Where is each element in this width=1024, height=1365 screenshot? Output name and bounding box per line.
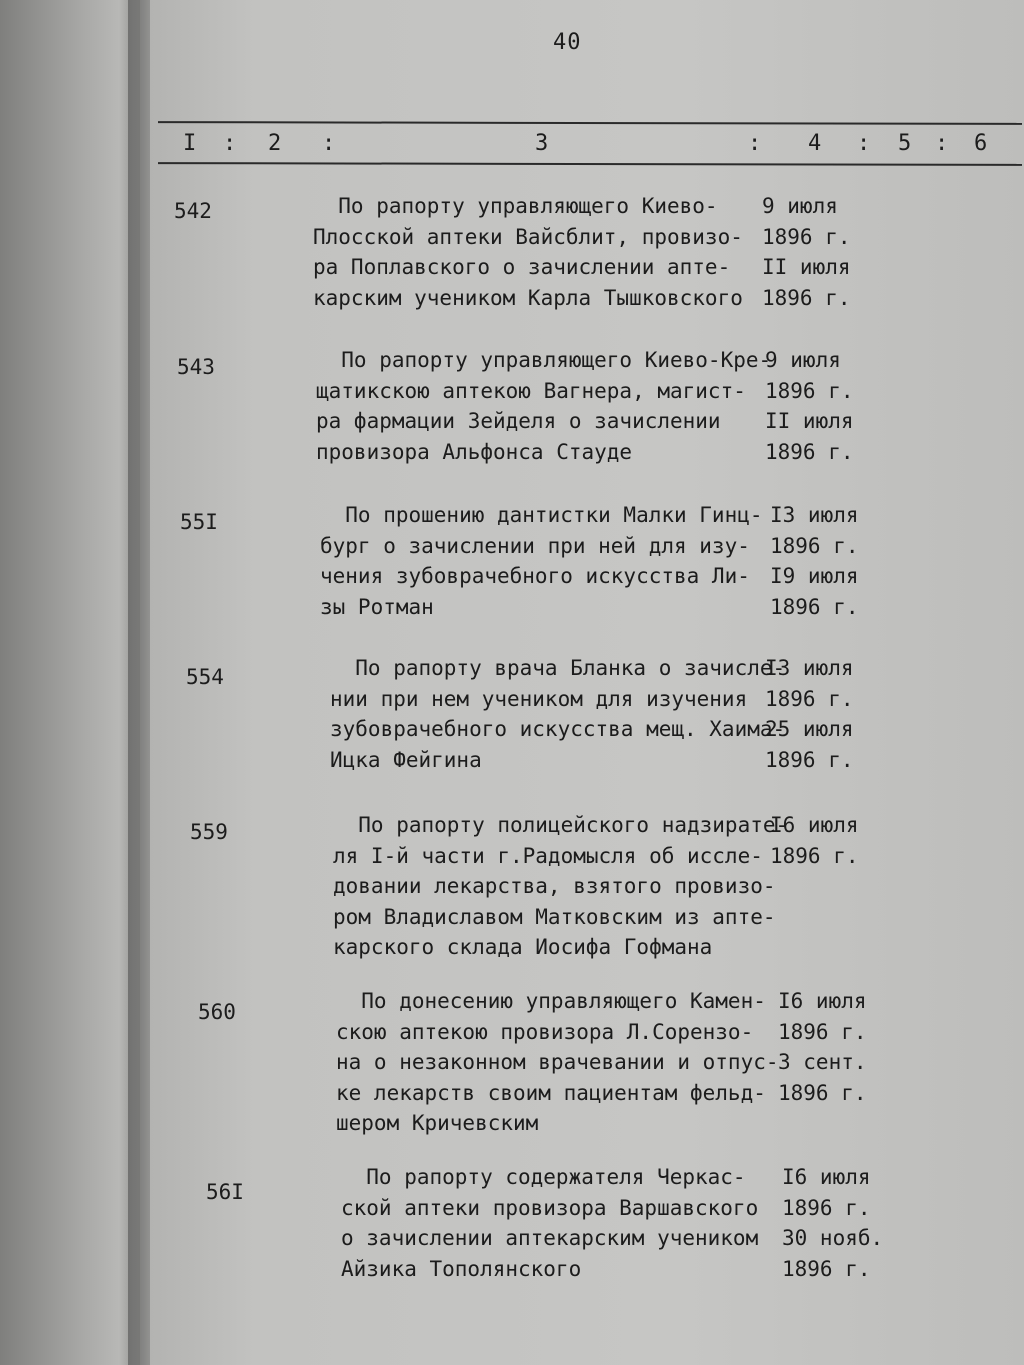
- column-header-1: I: [183, 131, 197, 156]
- entry-description: По прошению дантистки Малки Гинц- бург о зачислении при ней для изу- чения зубоврачебного искусства Ли- зы Ротман: [320, 503, 763, 619]
- entry-description: По рапорту содержателя Черкас- ской аптеки провизора Варшавского о зачислении аптекарским учеником Айзика Тополянского: [341, 1165, 759, 1281]
- column-header-3: 3: [535, 131, 549, 156]
- column-header-separator: :: [748, 131, 762, 156]
- entry-description: По рапорту врача Бланка о зачисле- нии при нем учеником для изучения зубоврачебного искусства мещ. Хаима- Ицка Фейгина: [330, 656, 786, 772]
- entry-description: По рапорту полицейского надзирате- ля I-й части г.Радомысля об иссле- довании лекарства, взятого провизо- ром Владиславом Матковским из апте- карского склада Иосифа Гофмана: [333, 813, 789, 959]
- entry-dates: 9 июля 1896 г. II июля 1896 г.: [765, 348, 854, 464]
- column-header-separator: :: [857, 131, 871, 156]
- facing-page: [0, 0, 140, 1365]
- entry-number: 542: [174, 199, 212, 223]
- entry-number: 554: [186, 665, 224, 689]
- entry-number: 543: [177, 355, 215, 379]
- column-header-2: 2: [268, 131, 282, 156]
- page-number: 40: [553, 30, 582, 55]
- column-header-separator: :: [322, 131, 336, 156]
- entry-dates: I6 июля 1896 г. 30 нояб. 1896 г.: [782, 1165, 884, 1281]
- column-header-separator: :: [223, 131, 237, 156]
- entry-number: 55I: [180, 510, 218, 534]
- entry-description: По донесению управляющего Камен- скою аптекою провизора Л.Сорензо- на о незаконном врачевании и отпус- ке лекарств своим пациентам фельд- шером Кричевским: [336, 989, 779, 1135]
- entry-dates: 9 июля 1896 г. II июля 1896 г.: [762, 194, 851, 310]
- column-header-separator: :: [935, 131, 949, 156]
- column-header-5: 5: [898, 131, 912, 156]
- entry-description: По рапорту управляющего Киево-Кре- щатикскою аптекою Вагнера, магист- ра фармации Зейделя о зачислении провизора Альфонса Стауде: [316, 348, 772, 464]
- column-header-4: 4: [808, 131, 822, 156]
- entry-dates: I6 июля 1896 г.: [770, 813, 859, 868]
- entry-dates: I3 июля 1896 г. I9 июля 1896 г.: [770, 503, 859, 619]
- column-header-6: 6: [974, 131, 988, 156]
- entry-number: 560: [198, 1000, 236, 1024]
- entry-dates: I3 июля 1896 г. 25 июля 1896 г.: [765, 656, 854, 772]
- entry-description: По рапорту управляющего Киево- Плосской аптеки Вайсблит, провизо- ра Поплавского о зачислении апте- карским учеником Карла Тышковского: [313, 194, 743, 310]
- entry-dates: I6 июля 1896 г. 3 сент. 1896 г.: [778, 989, 867, 1105]
- entry-number: 559: [190, 820, 228, 844]
- entry-number: 56I: [206, 1180, 244, 1204]
